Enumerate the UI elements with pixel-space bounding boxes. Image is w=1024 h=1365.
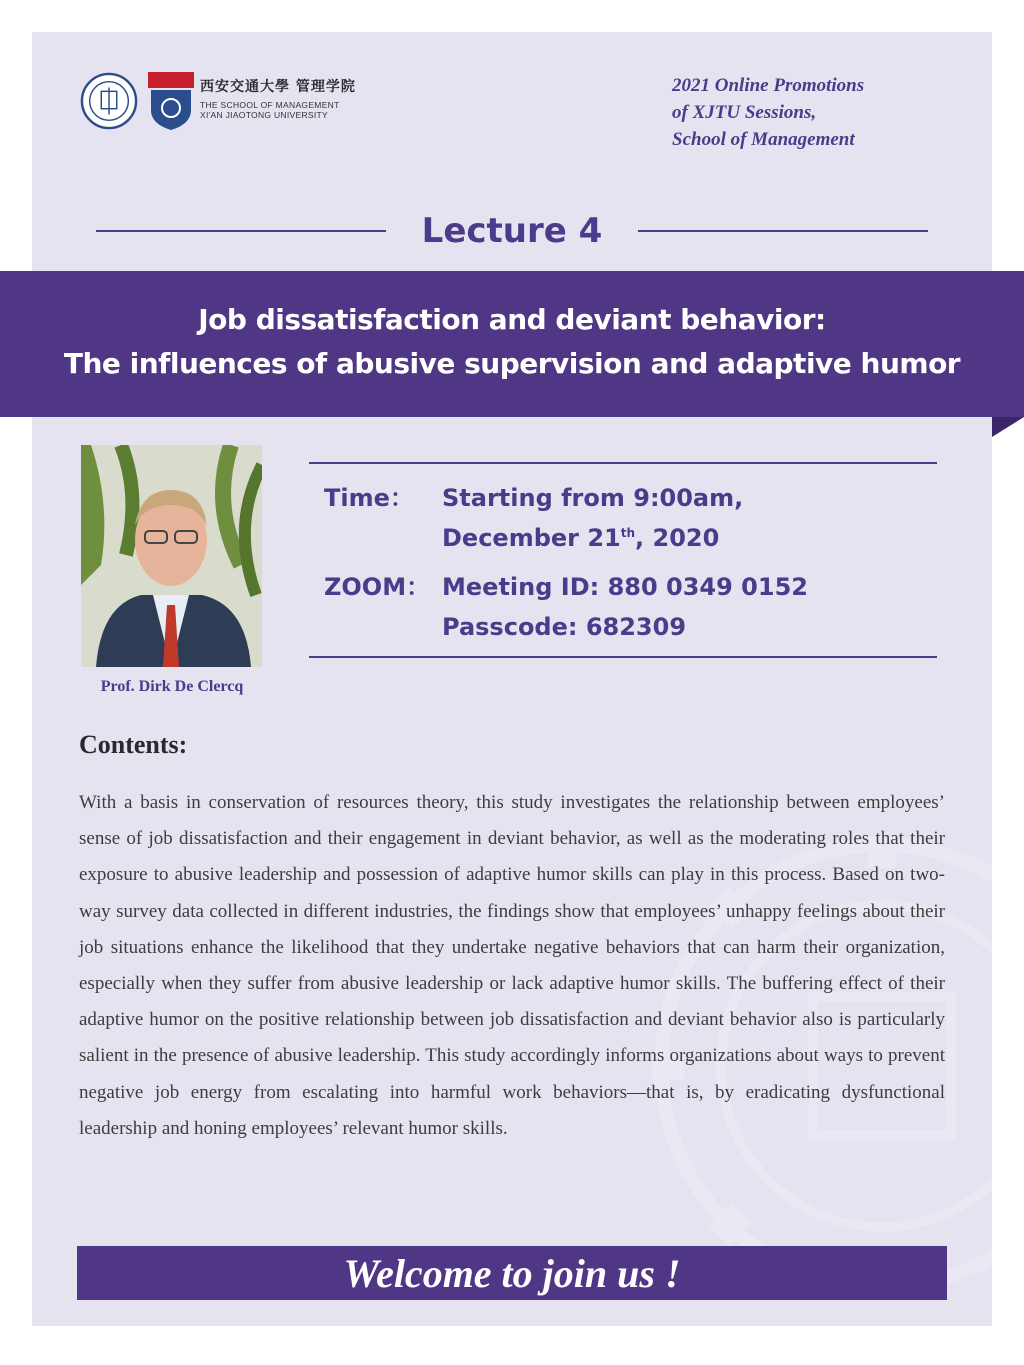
zoom-row xyxy=(324,567,924,607)
event-details xyxy=(324,478,924,647)
speaker-name: Prof. Dirk De Clercq xyxy=(100,678,244,695)
time-value-1: Starting from 9:00am, xyxy=(442,484,744,512)
speaker-portrait-image xyxy=(81,445,262,667)
promo-line-2: of XJTU Sessions, xyxy=(672,102,817,123)
promo-line-3: School of Management xyxy=(672,129,855,150)
lecture-label: Lecture 4 xyxy=(421,211,603,251)
contents-body: With a basis in conservation of resources theory, this study investigates the relationship between employees’ sense of job dissatisfaction and their engagement in deviant behavior, as well as the moderating roles that their exposure to abusive leadership and possession of adaptive humor skills can play in this process. Based on two-way survey data collected in different industries, the findings show that employees’ unhappy feelings about their job situations enhance the likelihood that they undertake negative behaviors that can harm their organization, especially when they suffer from abusive leadership or lack adaptive humor skills. The buffering effect of their adaptive humor on the positive relationship between job dissatisfaction and deviant behavior also is particularly salient in the presence of abusive leadership. This study accordingly informs organizations about ways to prevent negative job energy from escalating into harmful work behaviors—that is, by eradicating dysfunctional leadership and honing employees’ relevant humor skills. xyxy=(79,792,945,1139)
date-ordinal: th xyxy=(620,526,636,540)
school-of-management-shield-logo xyxy=(148,72,194,130)
divider-right xyxy=(638,230,928,232)
zoom-label: ZOOM： xyxy=(324,573,431,601)
speaker-photo xyxy=(81,445,262,667)
school-name xyxy=(200,76,420,120)
band-fold-shadow xyxy=(992,417,1024,437)
time-value-2 xyxy=(442,518,719,558)
school-name-chinese: 西安交通大學 管理学院 xyxy=(200,79,356,95)
date-row xyxy=(324,518,924,558)
promotion-title xyxy=(672,72,932,153)
lecture-title-line-1: Job dissatisfaction and deviant behavior: xyxy=(198,303,826,336)
info-divider-top xyxy=(309,462,937,464)
promo-line-1: 2021 Online Promotions xyxy=(672,75,865,96)
school-name-english-1: THE SCHOOL OF MANAGEMENT xyxy=(200,100,340,110)
xjtu-seal-logo xyxy=(80,72,138,130)
school-name-english-2: XI'AN JIAOTONG UNIVERSITY xyxy=(200,110,328,120)
zoom-passcode: Passcode: 682309 xyxy=(442,613,687,641)
lecture-title-line-2: The influences of abusive supervision and adaptive humor xyxy=(63,347,961,380)
zoom-meeting-id: Meeting ID: 880 0349 0152 xyxy=(442,573,808,601)
time-row xyxy=(324,478,924,518)
welcome-banner: Welcome to join us ! xyxy=(77,1246,947,1300)
lecture-title-band xyxy=(0,271,1024,417)
contents-heading: Contents: xyxy=(79,730,188,759)
info-divider-bottom xyxy=(309,656,937,658)
passcode-row xyxy=(324,607,924,647)
time-label: Time： xyxy=(324,484,414,512)
date-text: December 21 xyxy=(442,524,621,552)
date-year: , 2020 xyxy=(635,524,720,552)
lecture-header xyxy=(96,205,928,257)
